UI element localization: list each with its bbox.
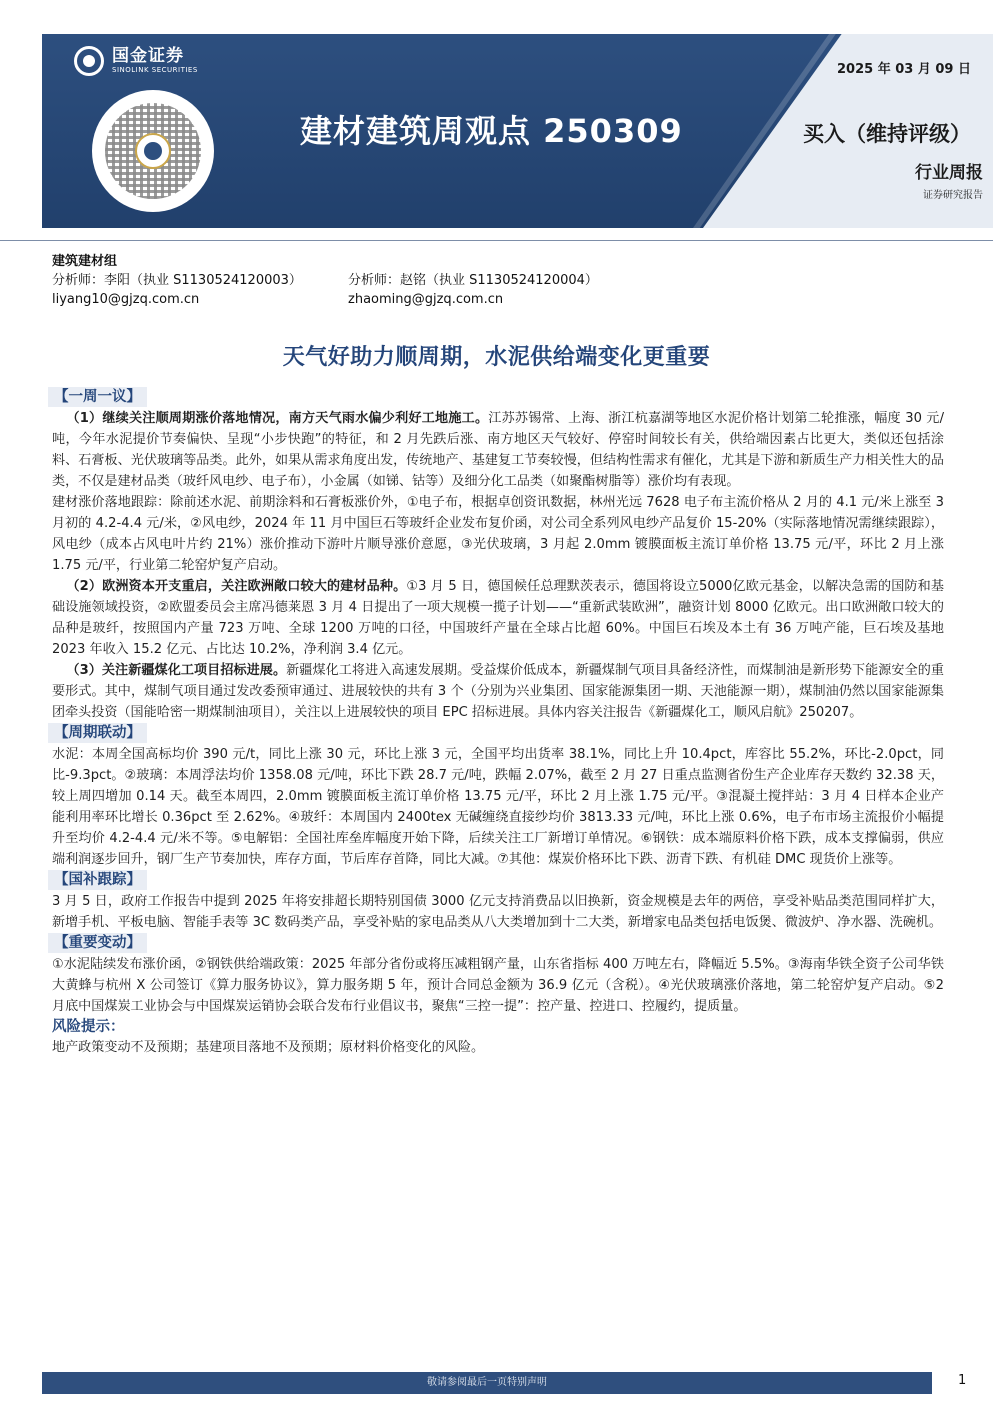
section-risk-heading: 风险提示： [52, 1019, 125, 1035]
analyst-1-email[interactable]: liyang10@gjzq.com.cn [52, 292, 200, 307]
analyst-2-email[interactable]: zhaoming@gjzq.com.cn [348, 292, 504, 307]
page-number: 1 [958, 1373, 967, 1388]
analyst-group: 建筑建材组 [52, 254, 118, 269]
point-1-text: 江苏苏锡常、上海、浙江杭嘉湖等地区水泥价格计划第二轮推涨，幅度 30 元/吨，今年水泥提价节奏偏快、呈现“小步快跑”的特征，和 2 月先跌后涨、南方地区天气较好、停窑时间较长有关，供给端因素占比更大，类似还包括涂料、石膏板、光伏玻璃等品类。此外，如果从需求角度出发，传统地产、基建复工节奏较慢，但结构性需求有催化，尤其是下游和新质生产力相关性大的品类，不仅是建材品类（玻纤风电纱、电子布），小金属（如锑、钴等）及细分化工品类（如聚酯树脂等）涨价均有表现。 [52, 411, 944, 489]
risk-paragraph: 地产政策变动不及预期；基建项目落地不及预期；原材料价格变化的风险。 [52, 1040, 485, 1055]
cycle-paragraph: 水泥：本周全国高标均价 390 元/t，同比上涨 30 元，环比上涨 3 元，全国平均出货率 38.1%，同比上升 10.4pct，库容比 55.2%，环比-2.0pct，同比-9.3pct。②玻璃：本周浮法均价 1358.08 元/吨，环比下跌 28.7 元/吨，跌幅 2.07%，截至 2 月 27 日重点监测省份生产企业库存天数约 32.38 天，较上周四增加 0.14 天。截至本周四，2.0mm 镀膜面板主流订单价格 13.75 元/平，环比 2 月上涨 1.75 元/平。③混凝土搅拌站：3 月 4 日样本企业产能利用率环比增长 0.36pct 至 2.62%。④玻纤：本周国内 2400tex 无碱缠绕直接纱均价 3813.33 元/吨，环比上涨 0.6%，电子布市场主流报价小幅提升至均价 4.2-4.4 元/米不等。⑤电解铝：全国社库垒库幅度开始下降，后续关注工厂新增订单情况。⑥钢铁：成本端原料价格下跌，成本支撑偏弱，供应端利润逐步回升，钢厂生产节奏加快，库存方面，节后库存首降，同比大减。⑦其他：煤炭价格环比下跌、沥青下跌、有机硅 DMC 现货价上涨等。 [52, 747, 944, 867]
report-banner [42, 34, 993, 228]
logo-en-text: SINOLINK SECURITIES [112, 66, 198, 74]
qr-code-logo-icon [135, 133, 171, 169]
section-key-changes-heading: 【重要变动】 [48, 933, 147, 953]
section-subsidy-heading: 【国补跟踪】 [48, 870, 147, 890]
logo-mark-icon [74, 46, 104, 76]
report-body [52, 387, 944, 1058]
report-date: 2025 年 03 月 09 日 [837, 62, 971, 77]
section-weekly-topic-heading: 【一周一议】 [48, 387, 147, 407]
footer-disclaimer-bar: 敬请参阅最后一页特别声明 [42, 1372, 932, 1394]
point-2-text: ①3 月 5 日，德国候任总理默茨表示，德国将设立5000亿欧元基金，以解决急需的国防和基础设施领域投资，②欧盟委员会主席冯德莱恩 3 月 4 日提出了一项大规模一揽子计划——“重新武装欧洲”，融资计划 8000 亿欧元。出口欧洲敞口较大的品种是玻纤，按照国内产量 723 万吨、全球 1200 万吨的口径，中国玻纤产量在全球占比超 60%。中国巨石埃及本土有 36 万吨产能，巨石埃及基地 2023 年收入 15.2 亿元、占比达 10.2%，净利润 3.4 亿元。 [52, 579, 944, 657]
report-type: 行业周报 [915, 163, 983, 183]
weekly-topic-point-3 [52, 660, 944, 723]
report-subtype: 证券研究报告 [923, 190, 983, 201]
report-title: 建材建筑周观点 250309 [300, 112, 683, 150]
company-logo [74, 46, 198, 76]
key-changes-paragraph: ①水泥陆续发布涨价函，②钢铁供给端政策：2025 年部分省份或将压减粗钢产量，山东省指标 400 万吨左右，降幅近 5.5%。③海南华铁全资子公司华铁大黄蜂与杭州 X 公司签订《算力服务协议》，算力服务期 5 年，预计合同总金额为 36.9 亿元（含税）。④光伏玻璃涨价落地，第二轮窑炉复产启动。⑤2 月底中国煤炭工业协会与中国煤炭运销协会联合发布行业倡议书，聚焦“三控一提”：控产量、控进口、控履约，提质量。 [52, 957, 944, 1014]
subsidy-paragraph: 3 月 5 日，政府工作报告中提到 2025 年将安排超长期特别国债 3000 亿元支持消费品以旧换新，资金规模是去年的两倍，享受补贴品类范围同样扩大，新增手机、平板电脑、智能手表等 3C 数码类产品，享受补贴的家电品类从八大类增加到十二大类，新增家电品类包括电饭煲、微波炉、净水器、洗碗机。 [52, 894, 944, 930]
report-headline: 天气好助力顺周期，水泥供给端变化更重要 [282, 345, 711, 370]
point-1-lead: （1）继续关注顺周期涨价落地情况，南方天气雨水偏少利好工地施工。 [66, 411, 489, 426]
point-3-lead: （3）关注新疆煤化工项目招标进展。 [66, 663, 287, 678]
analyst-1-name: 分析师：李阳（执业 S1130524120003） [52, 273, 302, 288]
logo-cn-text: 国金证券 [112, 46, 184, 66]
analyst-block [52, 252, 598, 309]
point-2-lead: （2）欧洲资本开支重启，关注欧洲敞口较大的建材品种。 [66, 579, 407, 594]
header-divider [0, 240, 993, 241]
analyst-2-name: 分析师：赵铭（执业 S1130524120004） [348, 273, 598, 288]
point-3-text: 新疆煤化工将进入高速发展期。受益煤价低成本，新疆煤制气项目具备经济性，而煤制油是新形势下能源安全的重要形式。其中，煤制气项目通过发改委预审通过、进展较快的共有 3 个（分别为兴业集团、国家能源集团一期、天池能源一期），煤制油仍然以国家能源集团牵头投资（国能哈密一期煤制油项目），关注以上进展较快的项目 EPC 招标进展。具体内容关注报告《新疆煤化工，顺风启航》250207。 [52, 663, 944, 720]
price-tracking-paragraph: 建材涨价落地跟踪：除前述水泥、前期涂料和石膏板涨价外，①电子布，根据卓创资讯数据，林州光远 7628 电子布主流价格从 2 月的 4.1 元/米上涨至 3 月初的 4.2-4.4 元/米，②风电纱，2024 年 11 月中国巨石等玻纤企业发布复价函，对公司全系列风电纱产品复价 15-20%（实际落地情况需继续跟踪），风电纱（成本占风电叶片约 21%）涨价推动下游叶片顺导涨价意愿，③光伏玻璃，3 月起 2.0mm 镀膜面板主流订单价格 13.75 元/平，环比 2 月上涨 1.75 元/平，行业第二轮窑炉复产启动。 [52, 495, 944, 573]
investment-rating: 买入（维持评级） [803, 122, 971, 146]
qr-code-image [92, 90, 214, 212]
weekly-topic-point-1 [52, 408, 944, 492]
weekly-topic-point-2 [52, 576, 944, 660]
section-cycle-heading: 【周期联动】 [48, 723, 147, 743]
